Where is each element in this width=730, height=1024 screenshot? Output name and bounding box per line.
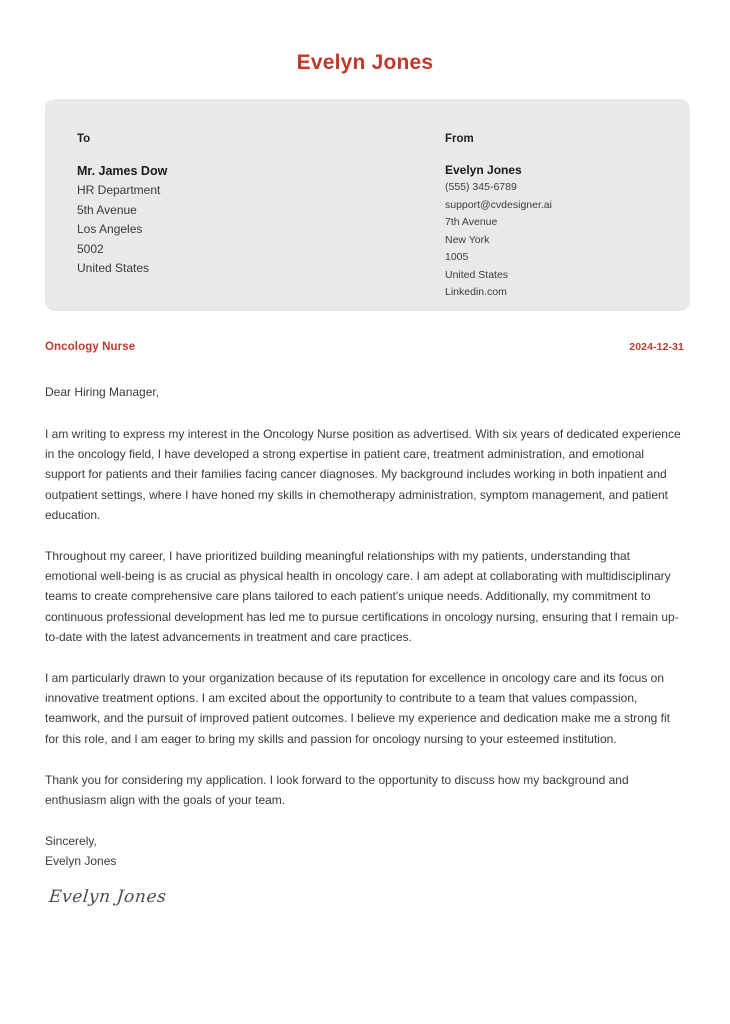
body-paragraph: I am writing to express my interest in the Oncology Nurse position as advertised. With six years of dedicated experience in the oncology field, I have developed a strong expertise in patient care, treatment administration, and emotional support for patients and their families facing cancer diagnoses. My background includes working in both inpatient and outpatient settings, where I have honed my skills in chemotherapy administration, symptom management, and patient education. — [45, 427, 681, 522]
recipient-line: Los Angeles — [77, 222, 143, 237]
address-card — [45, 99, 690, 311]
sender-line: New York — [445, 233, 490, 246]
body-paragraph: I am particularly drawn to your organization because of its reputation for excellence in oncology care and its focus on innovative treatment options. I am excited about the opportunity to contribute to a team that values compassion, teamwork, and the pursuit of improved patient outcomes. I believe my experience and dedication make me a strong fit for this role, and I am eager to bring my skills and passion for oncology nursing to your esteemed institution. — [45, 671, 670, 746]
sender-line: United States — [445, 268, 509, 281]
sender-line: 1005 — [445, 251, 469, 263]
letter-date: 2024-12-31 — [629, 341, 684, 353]
sender-email: support@cvdesigner.ai — [445, 198, 552, 211]
recipient-line: United States — [77, 261, 150, 276]
closing-salutation: Sincerely, — [45, 834, 97, 849]
subject-row — [45, 341, 684, 353]
signature: Evelyn Jones — [47, 887, 168, 908]
sender-address-block — [445, 132, 690, 311]
closing-name: Evelyn Jones — [45, 853, 117, 868]
page-title: Evelyn Jones — [296, 51, 434, 74]
closing-block — [45, 832, 684, 871]
recipient-heading: To — [77, 133, 91, 145]
sender-heading: From — [445, 133, 474, 145]
recipient-line: 5002 — [77, 241, 104, 256]
recipient-line: HR Department — [77, 183, 161, 197]
salutation: Dear Hiring Manager, — [45, 385, 160, 399]
letter-body — [45, 353, 684, 909]
sender-linkedin: Linkedin.com — [445, 286, 507, 298]
body-paragraph: Throughout my career, I have prioritized building meaningful relationships with my patients, understanding that emotional well-being is as crucial as physical health in oncology care. I am adept at collaborating with multidisciplinary teams to create comprehensive care plans tailored to each patient's unique needs. Additionally, my commitment to continuous professional development has led me to pursue certifications in oncology nursing, ensuring that I remain up-to-date with the latest advancements in treatment and care practices. — [45, 549, 679, 644]
job-title: Oncology Nurse — [45, 341, 136, 353]
sender-name: Evelyn Jones — [445, 163, 522, 177]
recipient-line: 5th Avenue — [77, 202, 137, 217]
recipient-address-block — [45, 132, 445, 311]
sender-phone: (555) 345-6789 — [445, 181, 517, 193]
body-paragraph: Thank you for considering my application. I look forward to the opportunity to discuss how my background and enthusiasm align with the goals of your team. — [45, 772, 629, 808]
recipient-name: Mr. James Dow — [77, 164, 168, 178]
sender-line: 7th Avenue — [445, 216, 498, 228]
